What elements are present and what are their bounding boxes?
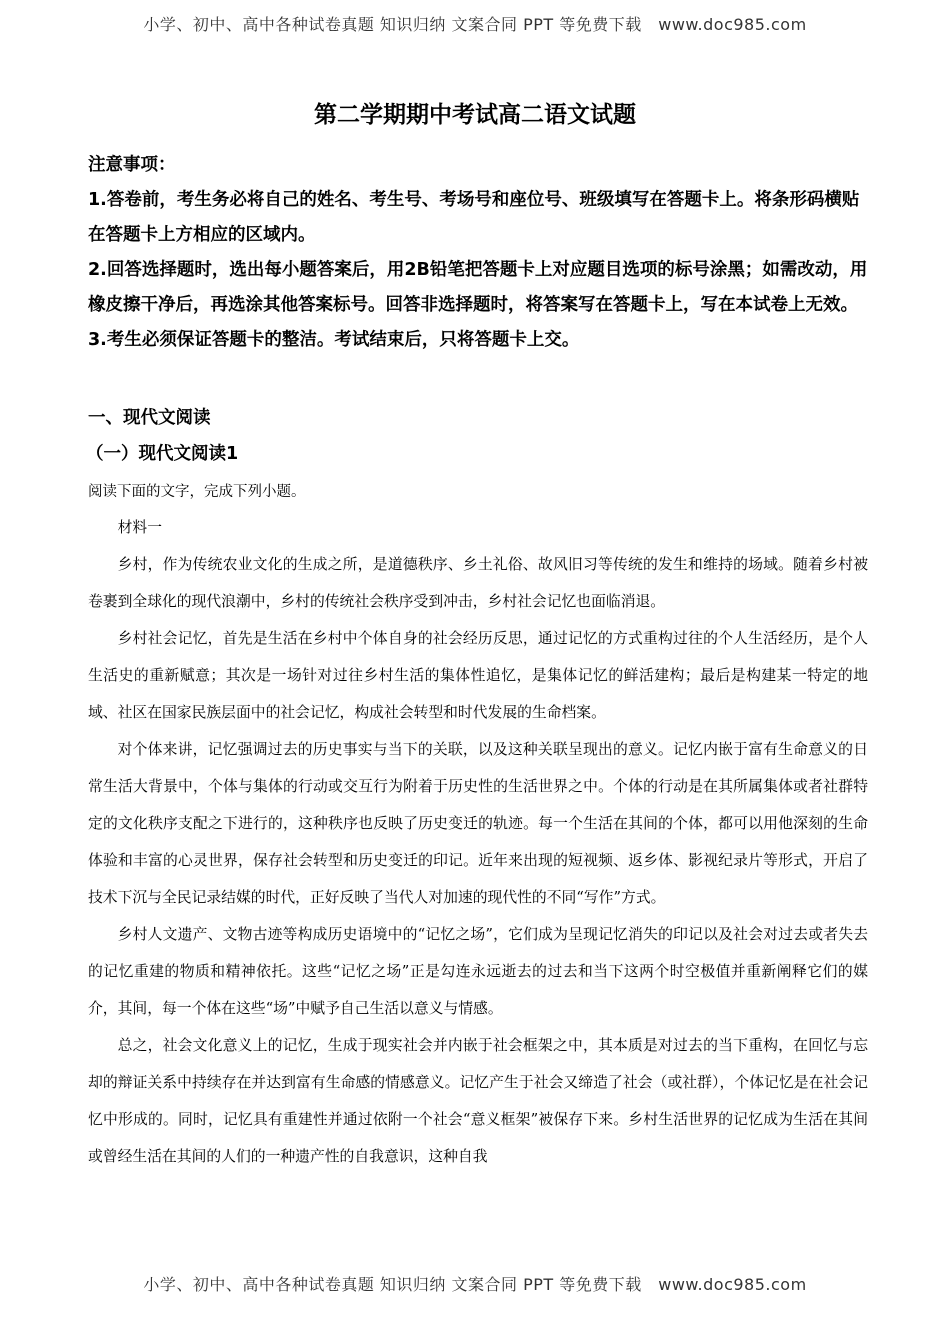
footer-banner: 小学、初中、高中各种试卷真题 知识归纳 文案合同 PPT 等免费下载 www.doc985.com xyxy=(143,1275,807,1294)
reading-material xyxy=(88,509,868,1175)
subsection-title: （一）现代文阅读1 xyxy=(86,444,239,464)
material-label: 材料一 xyxy=(117,519,162,536)
exam-notes xyxy=(88,148,868,358)
note-item-1: 1.答卷前，考生务必将自己的姓名、考生号、考场号和座位号、班级填写在答题卡上。将条形码横贴在答题卡上方相应的区域内。 xyxy=(88,190,860,245)
reading-instruction: 阅读下面的文字，完成下列小题。 xyxy=(88,484,306,500)
section-title: 一、现代文阅读 xyxy=(88,408,211,428)
notes-heading: 注意事项： xyxy=(88,155,176,175)
note-item-3: 3.考生必须保证答题卡的整洁。考试结束后，只将答题卡上交。 xyxy=(88,330,580,350)
material-paragraph-4: 乡村人文遗产、文物古迹等构成历史语境中的“记忆之场”，它们成为呈现记忆消失的印记以及社会对过去或者失去的记忆重建的物质和精神依托。这些“记忆之场”正是勾连永远逝去的过去和当下这两个时空极值并重新阐释它们的媒介，其间，每一个体在这些“场”中赋予自己生活以意义与情感。 xyxy=(88,926,868,1017)
note-item-2: 2.回答选择题时，选出每小题答案后，用2B铅笔把答题卡上对应题目选项的标号涂黑；如需改动，用橡皮擦干净后，再选涂其他答案标号。回答非选择题时，将答案写在答题卡上，写在本试卷上无效。 xyxy=(88,260,868,315)
header-banner: 小学、初中、高中各种试卷真题 知识归纳 文案合同 PPT 等免费下载 www.doc985.com xyxy=(143,15,807,34)
page-title: 第二学期期中考试高二语文试题 xyxy=(314,102,636,128)
material-paragraph-3: 对个体来讲，记忆强调过去的历史事实与当下的关联，以及这种关联呈现出的意义。记忆内嵌于富有生命意义的日常生活大背景中，个体与集体的行动或交互行为附着于历史性的生活世界之中。个体的行动是在其所属集体或者社群特定的文化秩序支配之下进行的，这种秩序也反映了历史变迁的轨迹。每一个生活在其间的个体，都可以用他深刻的生命体验和丰富的心灵世界，保存社会转型和历史变迁的印记。近年来出现的短视频、返乡体、影视纪录片等形式，开启了技术下沉与全民记录结媒的时代，正好反映了当代人对加速的现代性的不同“写作”方式。 xyxy=(88,741,868,906)
material-paragraph-2: 乡村社会记忆，首先是生活在乡村中个体自身的社会经历反思，通过记忆的方式重构过往的个人生活经历，是个人生活史的重新赋意；其次是一场针对过往乡村生活的集体性追忆，是集体记忆的鲜活建构；最后是构建某一特定的地域、社区在国家民族层面中的社会记忆，构成社会转型和时代发展的生命档案。 xyxy=(88,630,868,721)
material-paragraph-5: 总之，社会文化意义上的记忆，生成于现实社会并内嵌于社会框架之中，其本质是对过去的当下重构，在回忆与忘却的辩证关系中持续存在并达到富有生命感的情感意义。记忆产生于社会又缔造了社会（或社群），个体记忆是在社会记忆中形成的。同时，记忆具有重建性并通过依附一个社会“意义框架”被保存下来。乡村生活世界的记忆成为生活在其间或曾经生活在其间的人们的一种遗产性的自我意识，这种自我 xyxy=(88,1037,868,1165)
material-paragraph-1: 乡村，作为传统农业文化的生成之所，是道德秩序、乡土礼俗、故风旧习等传统的发生和维持的场域。随着乡村被卷裹到全球化的现代浪潮中，乡村的传统社会秩序受到冲击，乡村社会记忆也面临消退。 xyxy=(88,556,868,610)
